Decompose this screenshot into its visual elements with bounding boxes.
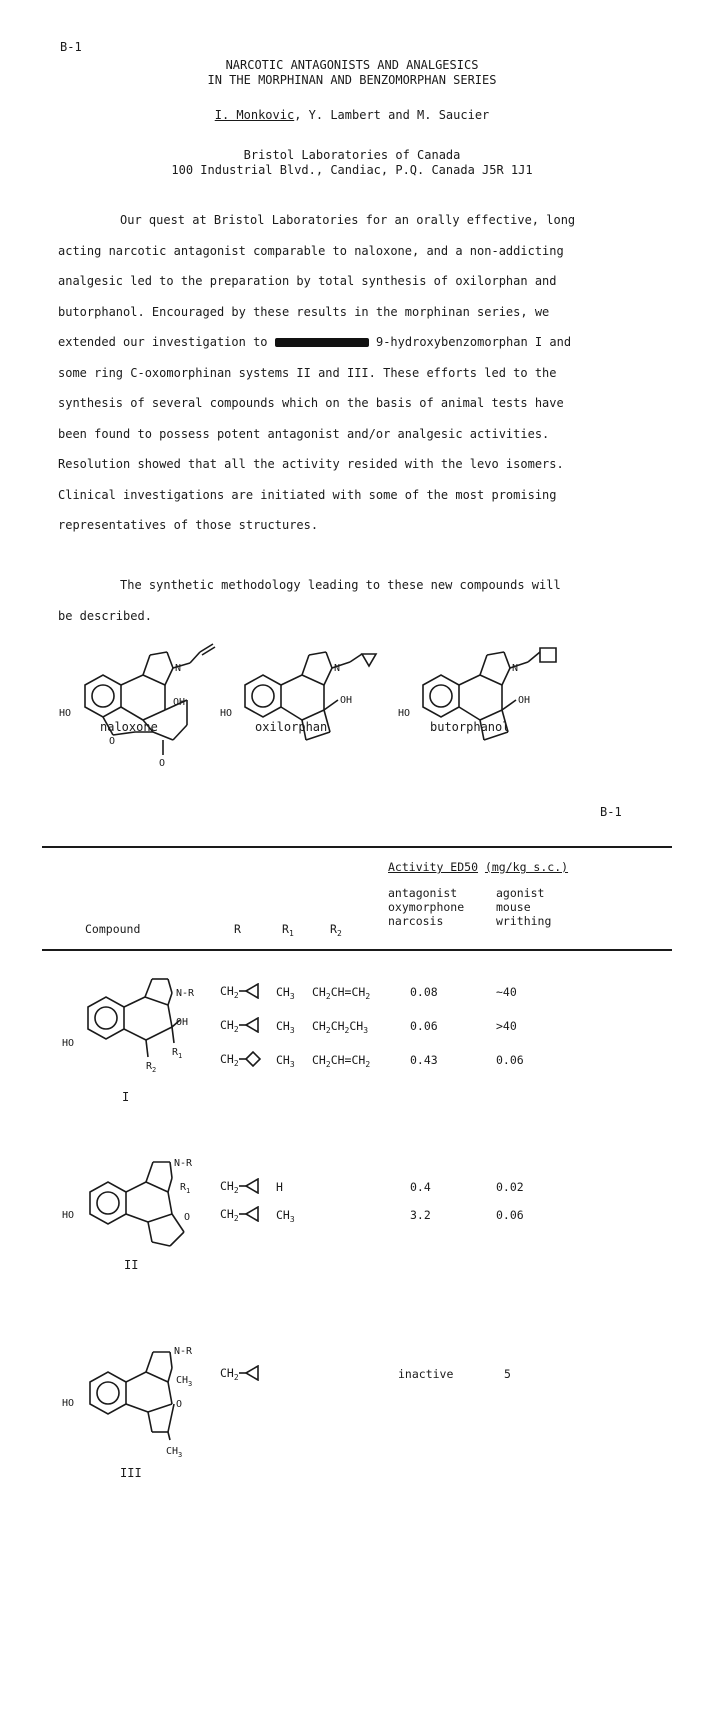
ho-label: HO	[398, 708, 411, 719]
r1-label: $R_1$	[172, 1047, 183, 1060]
para1-line: been found to possess potent antagonist and/or analgesic activities.	[58, 426, 550, 441]
agonist-value: 0.06	[496, 1053, 524, 1067]
structure-I	[60, 965, 210, 1075]
para1-line: Clinical investigations are initiated with some of the most promising	[58, 487, 557, 502]
para1-line: Resolution showed that all the activity resided with the levo isomers.	[58, 457, 564, 471]
activity-header: Activity ED50 (mg/kg s.c.)	[388, 860, 569, 874]
nr-label: N-R	[176, 988, 195, 999]
oh-label: OH	[340, 695, 353, 706]
r-cell: $CH_2$	[220, 1178, 261, 1195]
r-cell: $CH_2$	[220, 1365, 261, 1382]
n-label: N	[175, 663, 182, 674]
structure-III	[60, 1340, 210, 1470]
o-label: O	[184, 1212, 191, 1223]
author-first: I. Monkovic	[214, 108, 295, 122]
methodology-paragraph	[58, 570, 618, 631]
para1-line: synthesis of several compounds which on the basis of animal tests have	[58, 396, 564, 410]
ho-label: HO	[59, 708, 72, 719]
oh-label: OH	[518, 695, 531, 706]
n-label: N	[334, 663, 341, 674]
agonist-value: 5	[504, 1367, 511, 1381]
para1-line: butorphanol. Encouraged by these results in the morphinan series, we	[58, 304, 550, 319]
r2-header: $R_2$	[330, 922, 342, 938]
abstract-paragraph	[58, 205, 618, 541]
r2-cell: $CH_2CH=CH_2$	[312, 1053, 371, 1069]
r1-header: $R_1$	[282, 922, 294, 938]
para1-line: some ring C-oxomorphinan systems II and III. These efforts led to the	[58, 365, 557, 380]
antagonist-header: antagonist oxymorphone narcosis	[388, 886, 465, 928]
page-number-top: B-1	[60, 40, 82, 54]
oxilorphan-label: oxilorphan	[255, 720, 328, 734]
agonist-value: 0.06	[496, 1208, 524, 1222]
cyclopropyl-icon	[239, 1178, 261, 1194]
r1-cell: $CH_3$	[276, 1208, 295, 1224]
agonist-value: ~40	[496, 985, 517, 999]
n-label: N	[512, 663, 519, 674]
cyclopropyl-icon	[239, 1017, 261, 1033]
ho-label: HO	[62, 1210, 75, 1221]
r-cell: $CH_2$	[220, 1017, 261, 1034]
ho-label: HO	[62, 1038, 75, 1049]
para2-line: The synthetic methodology leading to these new compounds will	[120, 578, 561, 592]
r2-label: $R_2$	[146, 1061, 157, 1074]
page-number-mid: B-1	[600, 805, 622, 819]
r-cell: $CH_2$	[220, 1206, 261, 1223]
r2-cell: $CH_2CH=CH_2$	[312, 985, 371, 1001]
para1-line: analgesic led to the preparation by total synthesis of oxilorphan and	[58, 274, 557, 288]
antagonist-value: 0.08	[410, 985, 438, 999]
o-label: O	[176, 1399, 183, 1410]
structure-II	[60, 1150, 210, 1260]
antagonist-value: 0.06	[410, 1019, 438, 1033]
antagonist-value: 0.4	[410, 1180, 431, 1194]
para1-line: extended our investigation to 9-hydroxybenzomorphan I and	[58, 335, 572, 349]
redaction-mark	[275, 338, 369, 347]
title-line-1: NARCOTIC ANTAGONISTS AND ANALGESICS	[225, 58, 479, 72]
antagonist-value: 3.2	[410, 1208, 431, 1222]
author-rest: , Y. Lambert and M. Saucier	[294, 108, 490, 122]
table-top-rule	[42, 846, 672, 848]
oh-label: OH	[176, 1017, 189, 1028]
oh-label: OH	[173, 697, 186, 708]
table-header-rule	[42, 949, 672, 951]
agonist-header: agonist mouse writhing	[496, 886, 552, 928]
butorphanol-label: butorphanol	[430, 720, 510, 734]
para2-line: be described.	[58, 608, 152, 623]
ch3-upper-label: $CH_3$	[176, 1375, 193, 1388]
r1-cell: $CH_3$	[276, 1019, 295, 1035]
antagonist-value: 0.43	[410, 1053, 438, 1067]
cyclopropyl-icon	[239, 1365, 261, 1381]
naloxone-label: naloxone	[100, 720, 158, 734]
o-keto-label: O	[159, 758, 166, 769]
cyclobutyl-icon	[239, 1051, 261, 1067]
ho-label: HO	[62, 1398, 75, 1409]
authors	[0, 108, 704, 122]
compound-header: Compound	[85, 922, 141, 936]
cyclopropyl-icon	[239, 983, 261, 999]
r-cell: $CH_2$	[220, 1051, 261, 1068]
structure-III-label: III	[120, 1466, 142, 1480]
structure-II-label: II	[124, 1258, 139, 1272]
affiliation-line-1: Bristol Laboratories of Canada	[243, 148, 461, 162]
r-cell: $CH_2$	[220, 983, 261, 1000]
nr-label: N-R	[174, 1158, 193, 1169]
r1-cell: $CH_3$	[276, 985, 295, 1001]
r2-cell: $CH_2CH_2CH_3$	[312, 1019, 369, 1035]
ch3-lower-label: $CH_3$	[166, 1446, 183, 1459]
structure-I-label: I	[122, 1090, 130, 1104]
para1-line: representatives of those structures.	[58, 518, 319, 532]
affiliation-line-2: 100 Industrial Blvd., Candiac, P.Q. Canada J5R 1J1	[171, 163, 533, 177]
cyclopropyl-icon	[239, 1206, 261, 1222]
para1-line: Our quest at Bristol Laboratories for an orally effective, long	[120, 213, 576, 227]
o-ring-label: O	[109, 736, 116, 747]
nr-label: N-R	[174, 1346, 193, 1357]
r-header: R	[234, 922, 241, 936]
title-line-2: IN THE MORPHINAN AND BENZOMORPHAN SERIES	[207, 73, 497, 87]
agonist-value: 0.02	[496, 1180, 524, 1194]
ho-label: HO	[220, 708, 233, 719]
agonist-value: >40	[496, 1019, 517, 1033]
r1-cell: $CH_3$	[276, 1053, 295, 1069]
r1-label: $R_1$	[180, 1182, 191, 1195]
antagonist-value: inactive	[398, 1367, 454, 1381]
r1-cell: H	[276, 1180, 283, 1194]
naloxone-structure	[55, 640, 235, 790]
para1-line: acting narcotic antagonist comparable to naloxone, and a non-addicting	[58, 243, 564, 258]
